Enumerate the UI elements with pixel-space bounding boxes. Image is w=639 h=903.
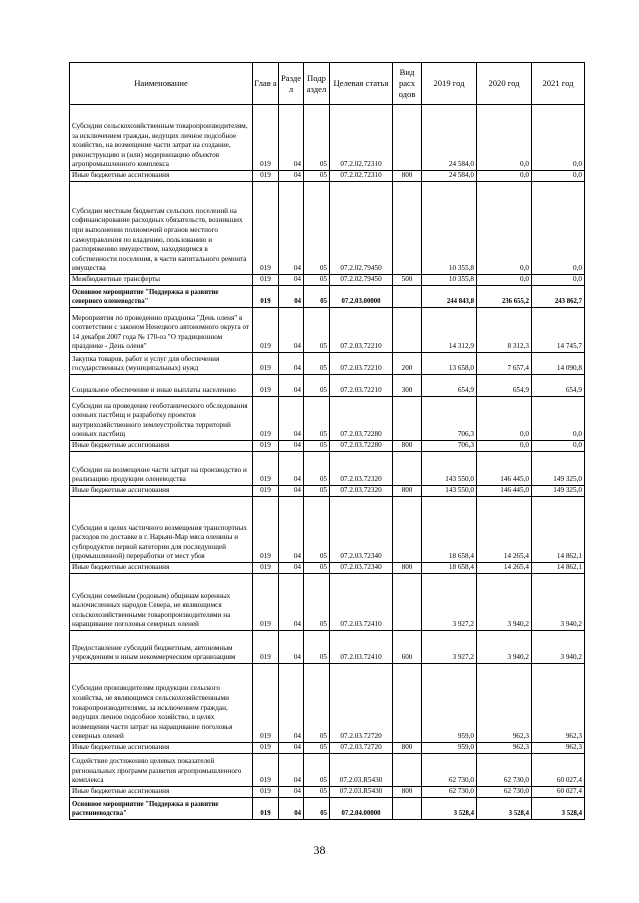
cell-y2021: 149 325,0 [532,452,585,486]
table-row [70,486,585,497]
cell-podrazdel: 05 [304,105,330,171]
header-name: Наименование [70,63,253,105]
cell-name: Мероприятия по проведению праздника "День оленя" в соответствии с законом Ненецкого автономного округа от 14 декабря 2007 года № 170-оз "О традиционном празднике - День оленя" [70,308,253,353]
cell-name: Межбюджетные трансферты [70,275,253,286]
cell-vid [393,798,422,820]
cell-vid: 600 [393,631,422,664]
cell-y2021: 60 027,4 [532,787,585,798]
cell-y2019: 244 843,8 [422,286,477,308]
cell-name: Основное мероприятие "Поддержка и развитие растениеводства" [70,798,253,820]
table-row [70,397,585,441]
cell-vid: 800 [393,563,422,574]
cell-y2021: 243 862,7 [532,286,585,308]
cell-y2020: 14 265,4 [477,497,532,563]
cell-name: Иные бюджетные ассигнования [70,743,253,754]
cell-glava: 019 [253,787,279,798]
cell-vid [393,754,422,787]
header-podrazdel: Подр аздел [304,63,330,105]
cell-name: Основное мероприятие "Поддержка и развитие северного оленеводства" [70,286,253,308]
cell-celevaya: 07.2.03.00000 [330,286,393,308]
cell-razdel: 04 [279,798,304,820]
cell-name: Иные бюджетные ассигнования [70,171,253,182]
table-section-row [70,286,585,308]
cell-razdel: 04 [279,486,304,497]
cell-podrazdel: 05 [304,353,330,375]
cell-razdel: 04 [279,631,304,664]
cell-glava: 019 [253,171,279,182]
cell-y2021: 14 745,7 [532,308,585,353]
cell-y2020: 3 940,2 [477,631,532,664]
cell-celevaya: 07.2.03.72410 [330,631,393,664]
cell-celevaya: 07.2.03.72280 [330,441,393,452]
cell-y2021: 3 940,2 [532,574,585,631]
cell-y2020: 14 265,4 [477,563,532,574]
cell-vid [393,308,422,353]
table-row [70,375,585,397]
cell-celevaya: 07.2.03.72210 [330,353,393,375]
cell-glava: 019 [253,308,279,353]
cell-y2020: 0,0 [477,397,532,441]
cell-glava: 019 [253,375,279,397]
cell-vid [393,397,422,441]
cell-podrazdel: 05 [304,182,330,275]
cell-celevaya: 07.2.03.72280 [330,397,393,441]
header-razdel: Разде л [279,63,304,105]
cell-name: Субсидии сельскохозяйственным товаропроизводителям, за исключением граждан, ведущих личное подсобное хозяйство, на возмещение части затрат на создание, реконструкцию и (или) модернизацию объектов агропромышленного комплекса [70,105,253,171]
cell-podrazdel: 05 [304,574,330,631]
cell-y2019: 10 355,8 [422,275,477,286]
cell-celevaya: 07.2.03.R5430 [330,754,393,787]
cell-y2021: 0,0 [532,441,585,452]
cell-razdel: 04 [279,182,304,275]
cell-razdel: 04 [279,105,304,171]
cell-vid [393,105,422,171]
cell-celevaya: 07.2.02.79450 [330,182,393,275]
cell-razdel: 04 [279,563,304,574]
cell-y2020: 0,0 [477,182,532,275]
cell-y2019: 706,3 [422,441,477,452]
table-row [70,275,585,286]
header-2019: 2019 год [422,63,477,105]
cell-glava: 019 [253,182,279,275]
cell-y2019: 143 550,0 [422,486,477,497]
cell-y2019: 959,0 [422,664,477,743]
cell-y2020: 62 730,0 [477,787,532,798]
cell-podrazdel: 05 [304,664,330,743]
cell-vid: 500 [393,275,422,286]
cell-y2019: 24 584,0 [422,105,477,171]
cell-podrazdel: 05 [304,286,330,308]
cell-glava: 019 [253,286,279,308]
cell-name: Субсидии на возмещение части затрат на производство и реализацию продукции оленеводства [70,452,253,486]
table-row [70,441,585,452]
cell-celevaya: 07.2.03.72720 [330,743,393,754]
cell-y2021: 14 090,8 [532,353,585,375]
cell-y2021: 0,0 [532,171,585,182]
cell-name: Субсидии семейным (родовым) общинам коренных малочисленных народов Севера, не являющимся сельскохозяйственными товаропроизводителями на наращивание поголовья северных оленей [70,574,253,631]
cell-glava: 019 [253,441,279,452]
cell-podrazdel: 05 [304,631,330,664]
cell-razdel: 04 [279,375,304,397]
cell-razdel: 04 [279,397,304,441]
cell-vid: 200 [393,353,422,375]
cell-name: Субсидии в целях частичного возмещения транспортных расходов по доставке в г. Нарьян-Мар мяса оленины и субпродуктов первой категории для последующей (промышленной) переработки от мест убоя [70,497,253,563]
cell-y2019: 3 927,2 [422,631,477,664]
cell-podrazdel: 05 [304,787,330,798]
cell-vid [393,286,422,308]
cell-y2020: 0,0 [477,441,532,452]
cell-podrazdel: 05 [304,275,330,286]
cell-razdel: 04 [279,286,304,308]
cell-razdel: 04 [279,275,304,286]
cell-y2021: 0,0 [532,105,585,171]
cell-vid [393,182,422,275]
cell-y2020: 7 657,4 [477,353,532,375]
cell-glava: 019 [253,105,279,171]
cell-y2021: 14 862,1 [532,563,585,574]
cell-y2019: 10 355,8 [422,182,477,275]
cell-name: Содействие достижению целевых показателей региональных программ развития агропромышленного комплекса [70,754,253,787]
cell-vid: 800 [393,743,422,754]
cell-glava: 019 [253,397,279,441]
header-2021: 2021 год [532,63,585,105]
cell-y2020: 236 655,2 [477,286,532,308]
cell-vid: 800 [393,171,422,182]
cell-y2019: 3 927,2 [422,574,477,631]
cell-celevaya: 07.2.03.72340 [330,563,393,574]
cell-glava: 019 [253,275,279,286]
table-row [70,743,585,754]
cell-razdel: 04 [279,664,304,743]
cell-name: Социальное обеспечение и иные выплаты населению [70,375,253,397]
cell-vid: 800 [393,486,422,497]
cell-y2019: 62 730,0 [422,754,477,787]
cell-vid: 800 [393,441,422,452]
cell-podrazdel: 05 [304,441,330,452]
cell-y2021: 3 940,2 [532,631,585,664]
cell-razdel: 04 [279,574,304,631]
cell-y2021: 0,0 [532,275,585,286]
cell-y2020: 8 312,3 [477,308,532,353]
cell-y2020: 0,0 [477,171,532,182]
cell-razdel: 04 [279,441,304,452]
cell-name: Иные бюджетные ассигнования [70,486,253,497]
cell-y2021: 60 027,4 [532,754,585,787]
cell-podrazdel: 05 [304,375,330,397]
cell-podrazdel: 05 [304,308,330,353]
cell-y2021: 962,3 [532,664,585,743]
cell-y2020: 146 445,0 [477,452,532,486]
cell-y2019: 13 658,0 [422,353,477,375]
table-row [70,308,585,353]
cell-glava: 019 [253,486,279,497]
cell-name: Закупка товаров, работ и услуг для обеспечения государственных (муниципальных) нужд [70,353,253,375]
cell-glava: 019 [253,743,279,754]
cell-vid: 800 [393,787,422,798]
cell-vid [393,664,422,743]
cell-y2020: 62 730,0 [477,754,532,787]
cell-razdel: 04 [279,497,304,563]
cell-glava: 019 [253,631,279,664]
cell-name: Иные бюджетные ассигнования [70,787,253,798]
cell-podrazdel: 05 [304,754,330,787]
cell-vid [393,574,422,631]
cell-y2021: 149 325,0 [532,486,585,497]
table-row [70,563,585,574]
cell-celevaya: 07.2.02.72310 [330,171,393,182]
cell-glava: 019 [253,353,279,375]
cell-y2020: 3 528,4 [477,798,532,820]
cell-celevaya: 07.2.02.79450 [330,275,393,286]
table-row [70,754,585,787]
cell-name: Субсидии местным бюджетам сельских поселений на софинансирование расходных обязательств, возникших при выполнении полномочий органов местного самоуправления по владению, пользованию и распоряжению имуществом, находящимся в собственности поселения, в части капитального ремонта имущества [70,182,253,275]
cell-y2021: 0,0 [532,397,585,441]
cell-y2021: 962,3 [532,743,585,754]
cell-podrazdel: 05 [304,497,330,563]
cell-celevaya: 07.2.03.R5430 [330,787,393,798]
cell-razdel: 04 [279,171,304,182]
cell-y2019: 62 730,0 [422,787,477,798]
cell-y2021: 3 528,4 [532,798,585,820]
cell-y2019: 143 550,0 [422,452,477,486]
cell-name: Иные бюджетные ассигнования [70,441,253,452]
table-row [70,105,585,171]
page-number: 38 [313,843,326,857]
table-section-row [70,798,585,820]
cell-vid [393,452,422,486]
cell-podrazdel: 05 [304,452,330,486]
cell-podrazdel: 05 [304,486,330,497]
cell-glava: 019 [253,452,279,486]
header-2020: 2020 год [477,63,532,105]
cell-podrazdel: 05 [304,798,330,820]
cell-razdel: 04 [279,754,304,787]
table-row [70,574,585,631]
table-row [70,171,585,182]
table-header-row [70,63,585,105]
cell-y2021: 0,0 [532,182,585,275]
cell-y2020: 962,3 [477,743,532,754]
cell-y2019: 18 658,4 [422,497,477,563]
cell-vid: 300 [393,375,422,397]
table-row [70,182,585,275]
cell-razdel: 04 [279,353,304,375]
cell-celevaya: 07.2.03.72210 [330,375,393,397]
cell-name: Субсидии на проведение геоботанического обследования оленьих пастбищ и разработку проектов внутрихозяйственного землеустройства территорий оленьих пастбищ [70,397,253,441]
cell-name: Субсидии производителям продукции сельского хозяйства, не являющимся сельскохозяйственными товаропроизводителями, за исключением граждан, ведущих личное подсобное хозяйство, в целях возмещения части затрат на наращивание поголовья северных оленей [70,664,253,743]
cell-podrazdel: 05 [304,563,330,574]
cell-razdel: 04 [279,308,304,353]
header-vid: Вид расх одов [393,63,422,105]
cell-celevaya: 07.2.03.72210 [330,308,393,353]
cell-celevaya: 07.2.03.72410 [330,574,393,631]
table-row [70,497,585,563]
cell-celevaya: 07.2.03.72720 [330,664,393,743]
cell-y2019: 14 312,9 [422,308,477,353]
cell-y2019: 24 584,0 [422,171,477,182]
cell-razdel: 04 [279,787,304,798]
cell-y2020: 654,9 [477,375,532,397]
cell-y2021: 654,9 [532,375,585,397]
cell-celevaya: 07.2.04.00000 [330,798,393,820]
table-row [70,353,585,375]
budget-table-sheet [69,62,584,820]
table-row [70,664,585,743]
cell-celevaya: 07.2.02.72310 [330,105,393,171]
table-row [70,631,585,664]
cell-razdel: 04 [279,743,304,754]
cell-glava: 019 [253,497,279,563]
cell-podrazdel: 05 [304,743,330,754]
cell-celevaya: 07.2.03.72320 [330,486,393,497]
cell-y2020: 146 445,0 [477,486,532,497]
cell-y2019: 18 658,4 [422,563,477,574]
cell-y2020: 3 940,2 [477,574,532,631]
header-glava: Глав а [253,63,279,105]
cell-glava: 019 [253,754,279,787]
cell-y2020: 962,3 [477,664,532,743]
cell-glava: 019 [253,574,279,631]
cell-glava: 019 [253,664,279,743]
cell-razdel: 04 [279,452,304,486]
table-row [70,787,585,798]
cell-celevaya: 07.2.03.72340 [330,497,393,563]
cell-y2021: 14 862,1 [532,497,585,563]
table-row [70,452,585,486]
cell-vid [393,497,422,563]
cell-podrazdel: 05 [304,397,330,441]
cell-y2019: 959,0 [422,743,477,754]
cell-name: Предоставление субсидий бюджетным, автономным учреждениям и иным некоммерческим организациям [70,631,253,664]
cell-glava: 019 [253,563,279,574]
cell-y2020: 0,0 [477,275,532,286]
cell-y2019: 3 528,4 [422,798,477,820]
cell-glava: 019 [253,798,279,820]
cell-name: Иные бюджетные ассигнования [70,563,253,574]
cell-y2019: 706,3 [422,397,477,441]
cell-celevaya: 07.2.03.72320 [330,452,393,486]
cell-podrazdel: 05 [304,171,330,182]
cell-y2020: 0,0 [477,105,532,171]
cell-y2019: 654,9 [422,375,477,397]
header-celevaya: Целевая статья [330,63,393,105]
budget-table [69,62,585,820]
